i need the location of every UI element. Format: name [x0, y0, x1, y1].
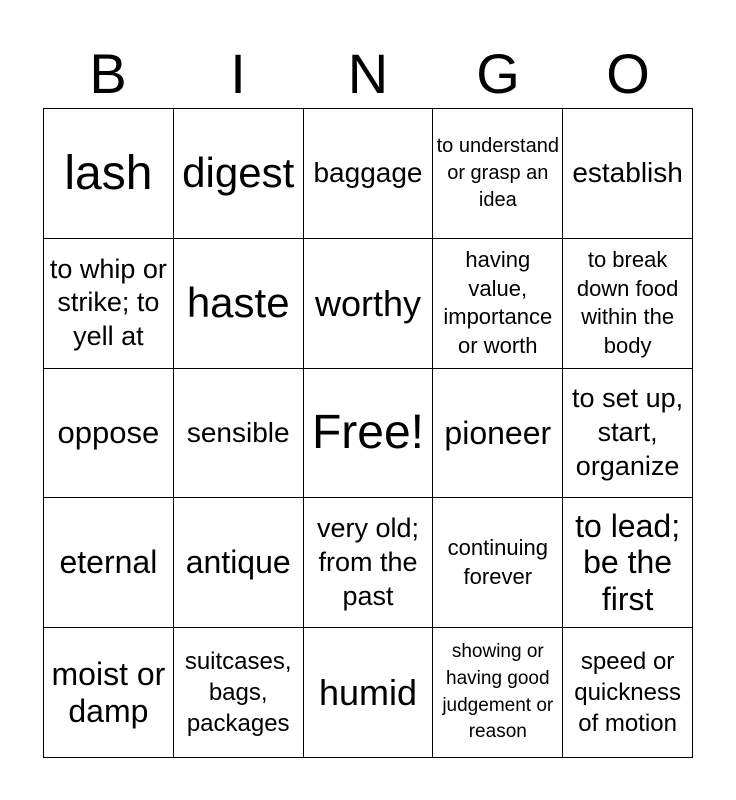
- bingo-cell[interactable]: [433, 628, 563, 758]
- cell-text: continuing forever: [447, 535, 548, 589]
- header-letter-n: N: [347, 42, 389, 105]
- bingo-cell[interactable]: [433, 239, 563, 369]
- cell-text: digest: [182, 149, 295, 197]
- bingo-cell[interactable]: [304, 498, 434, 628]
- bingo-cell[interactable]: [174, 369, 304, 499]
- bingo-cell[interactable]: [563, 109, 693, 239]
- cell-text: oppose: [57, 415, 160, 451]
- free-space-text: Free!: [311, 406, 424, 460]
- bingo-cell[interactable]: [44, 498, 174, 628]
- cell-text: pioneer: [444, 414, 552, 451]
- cell-text: suitcases, bags, packages: [184, 647, 292, 738]
- cell-text: very old; from the past: [316, 513, 420, 611]
- cell-text: establish: [572, 157, 683, 189]
- bingo-cell[interactable]: [44, 369, 174, 499]
- free-space-cell[interactable]: [304, 369, 434, 499]
- bingo-cell[interactable]: [563, 239, 693, 369]
- cell-text: to understand or grasp an idea: [436, 134, 559, 211]
- bingo-cell[interactable]: [174, 239, 304, 369]
- cell-text: haste: [186, 279, 290, 327]
- cell-text: speed or quickness of motion: [574, 647, 681, 738]
- cell-text: baggage: [313, 157, 423, 189]
- cell-text: lash: [64, 146, 153, 200]
- cell-text: showing or having good judgement or reason: [442, 641, 554, 743]
- cell-text: worthy: [314, 282, 421, 324]
- bingo-cell[interactable]: [174, 109, 304, 239]
- bingo-cell[interactable]: [304, 109, 434, 239]
- bingo-cell[interactable]: [563, 628, 693, 758]
- bingo-board: [43, 108, 693, 758]
- cell-text: to lead; be the first: [575, 507, 681, 618]
- bingo-header: [43, 40, 693, 108]
- cell-text: sensible: [186, 416, 290, 448]
- bingo-cell[interactable]: [174, 628, 304, 758]
- cell-text: humid: [318, 671, 418, 713]
- cell-text: to whip or strike; to yell at: [49, 253, 167, 352]
- bingo-cell[interactable]: [304, 239, 434, 369]
- cell-text: to set up, start, organize: [572, 383, 684, 481]
- cell-text: having value, importance or worth: [443, 247, 553, 358]
- cell-text: eternal: [59, 544, 158, 581]
- bingo-cell[interactable]: [44, 628, 174, 758]
- bingo-cell[interactable]: [563, 369, 693, 499]
- bingo-cell[interactable]: [44, 239, 174, 369]
- bingo-cell[interactable]: [433, 498, 563, 628]
- cell-text: moist or damp: [51, 655, 166, 729]
- header-letter-b: B: [89, 42, 127, 105]
- bingo-cell[interactable]: [304, 628, 434, 758]
- bingo-cell[interactable]: [174, 498, 304, 628]
- bingo-cell[interactable]: [563, 498, 693, 628]
- header-letter-o: O: [606, 42, 650, 105]
- header-letter-g: G: [476, 42, 520, 105]
- header-letter-i: I: [230, 42, 246, 105]
- bingo-cell[interactable]: [433, 109, 563, 239]
- cell-text: to break down food within the body: [576, 247, 679, 358]
- cell-text: antique: [185, 544, 291, 581]
- bingo-cell[interactable]: [44, 109, 174, 239]
- bingo-cell[interactable]: [433, 369, 563, 499]
